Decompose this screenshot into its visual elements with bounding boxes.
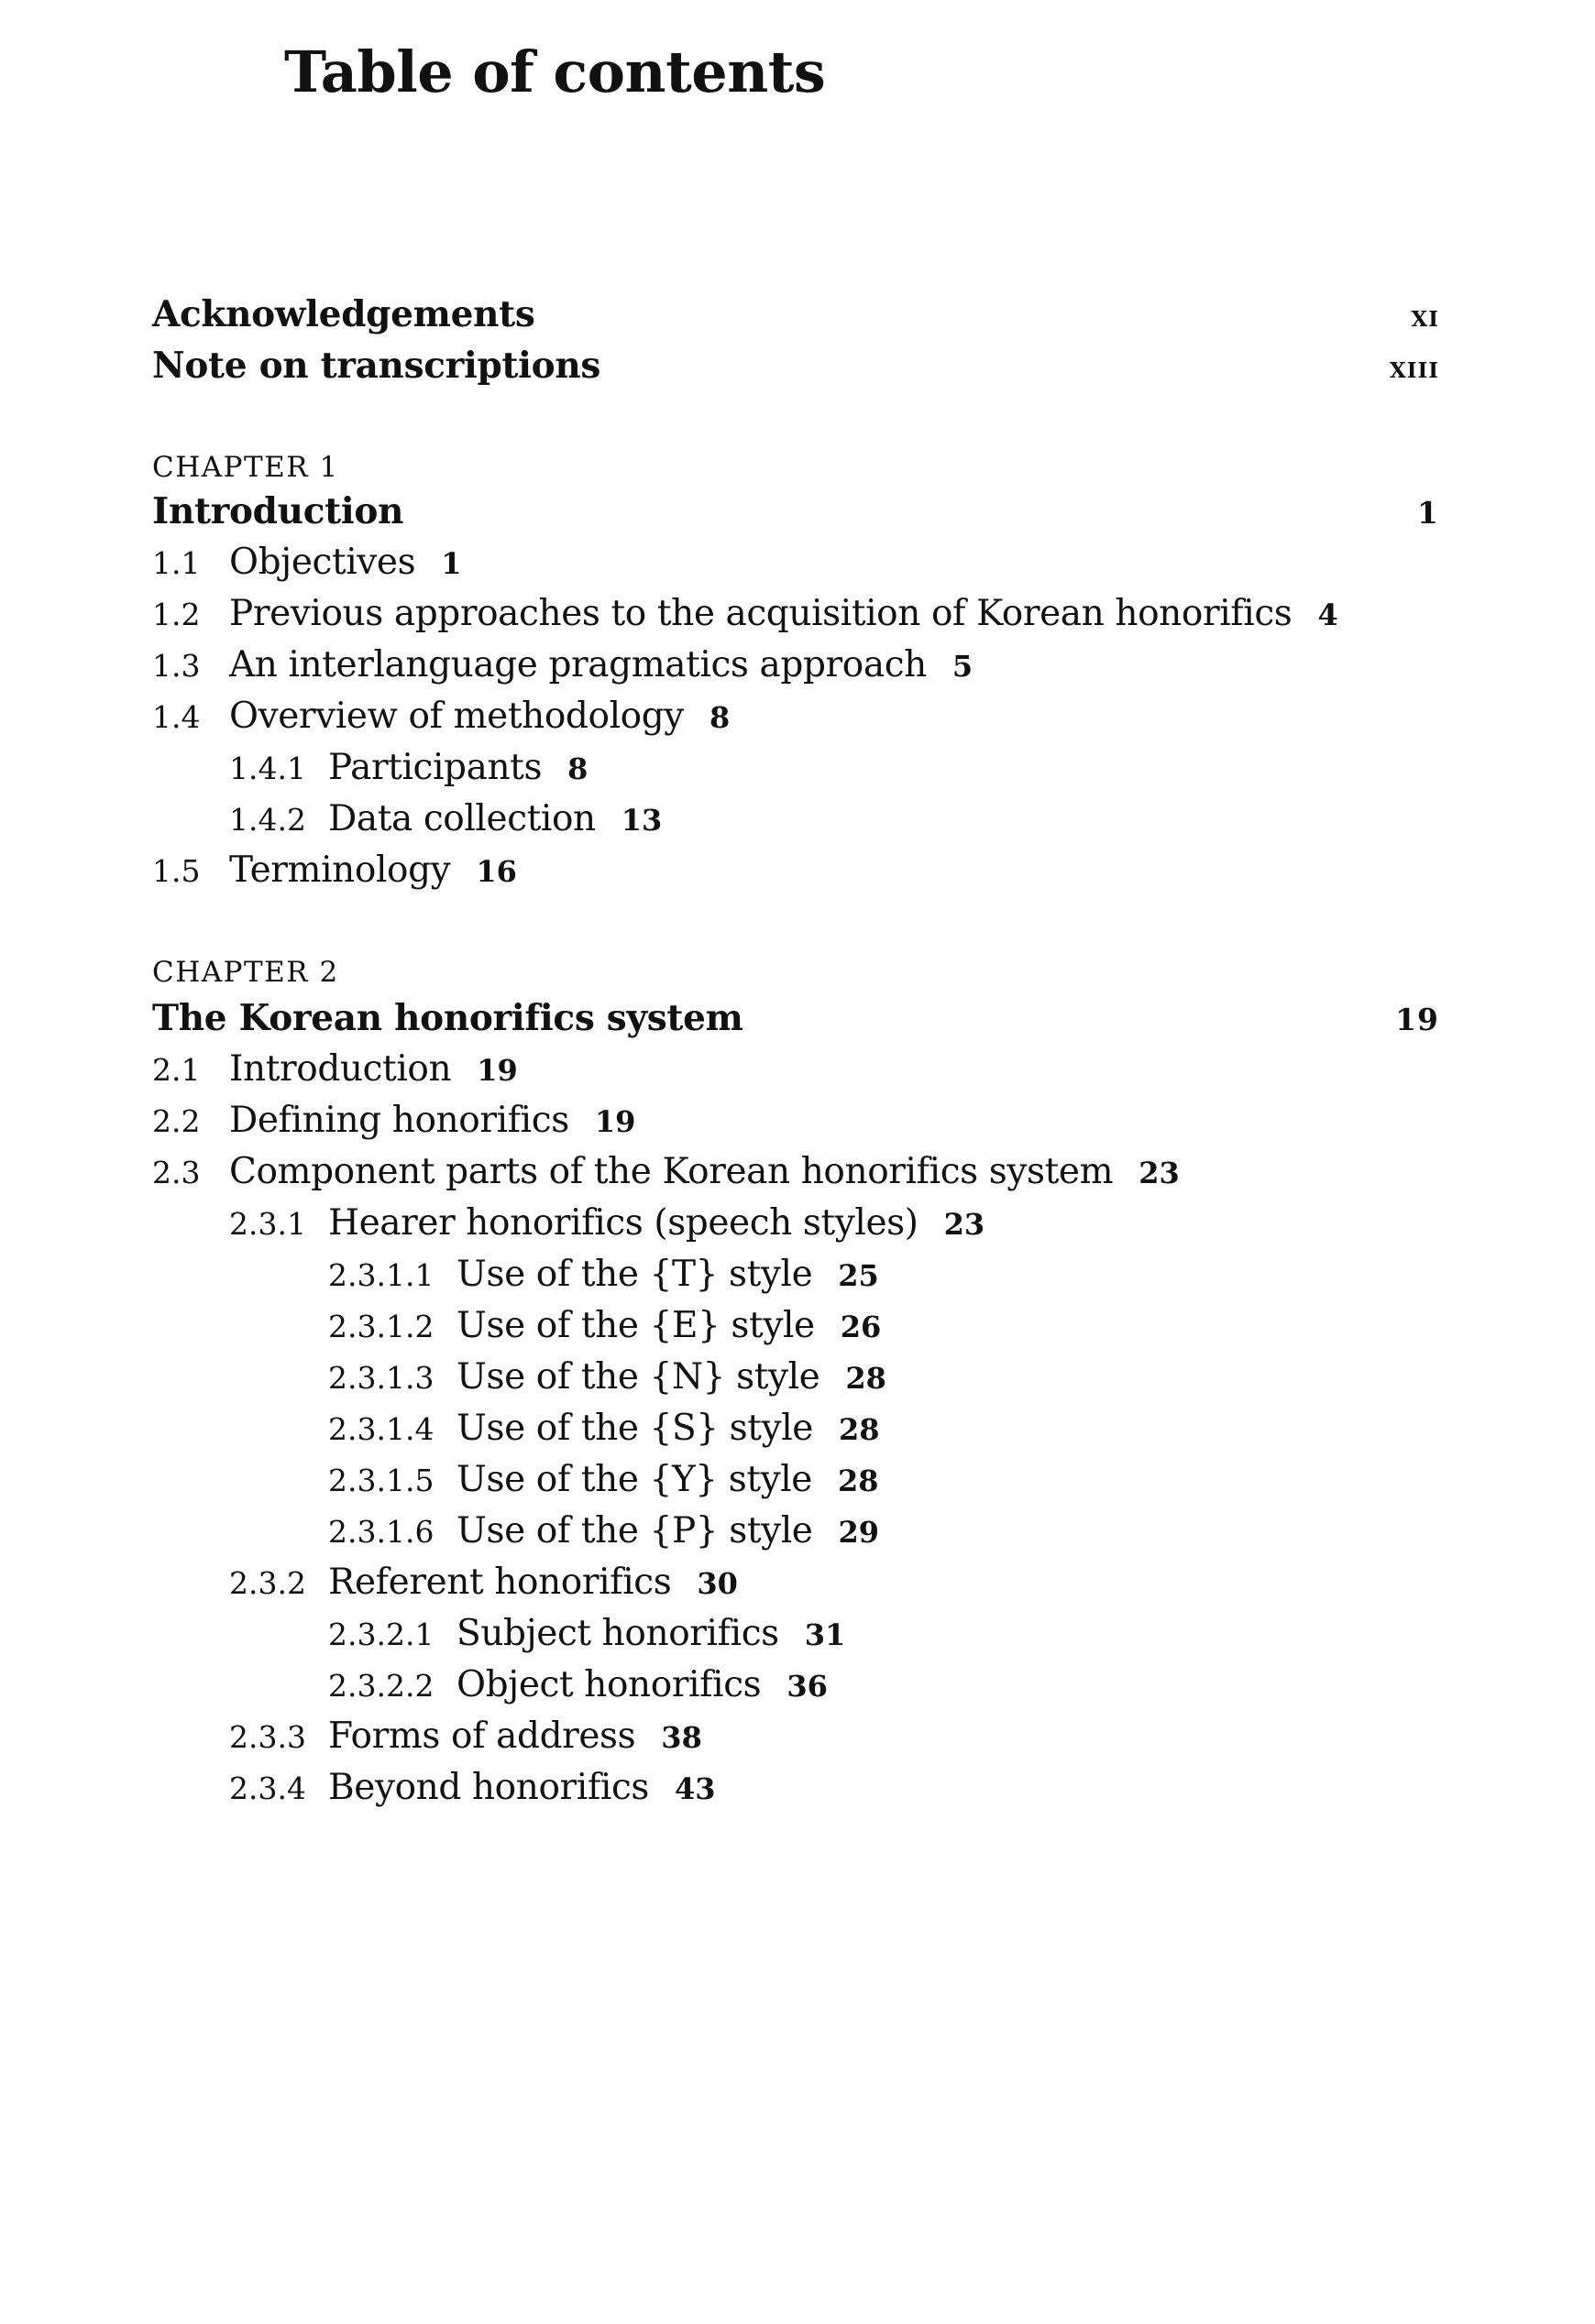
chapter-title: Introduction [152, 490, 404, 532]
section-title: Use of the {N} style [456, 1356, 820, 1398]
section-number: 1.2 [152, 597, 201, 632]
section-title: Forms of address [328, 1716, 636, 1757]
chapter-label: CHAPTER 1 [152, 451, 339, 484]
section-page: 13 [621, 803, 663, 838]
section-page: 16 [476, 854, 517, 889]
section-page: 31 [804, 1617, 846, 1652]
section-title: Referent honorifics [328, 1562, 672, 1603]
section-page: 8 [709, 700, 731, 735]
section-number: 2.3.1.1 [328, 1257, 434, 1293]
section-page: 4 [1317, 597, 1338, 632]
toc-entry-note-on-transcriptions[interactable] [152, 345, 1439, 396]
section-number: 1.4.2 [229, 802, 306, 838]
section-title: Data collection [328, 798, 596, 839]
section-title: Hearer honorifics (speech styles) [328, 1202, 918, 1244]
section-number: 1.1 [152, 545, 201, 581]
chapter-title: The Korean honorifics system [152, 997, 743, 1039]
toc-entry[interactable] [328, 1408, 1439, 1459]
section-title: Beyond honorifics [328, 1767, 650, 1808]
section-number: 2.3.1.2 [328, 1309, 434, 1344]
entry-page: xi [1411, 298, 1439, 334]
section-number: 2.3.1.6 [328, 1514, 434, 1550]
section-number: 2.1 [152, 1052, 201, 1088]
section-page: 36 [786, 1669, 828, 1704]
entry-page: xiii [1389, 349, 1439, 385]
section-title: Defining honorifics [229, 1100, 569, 1141]
toc-entry[interactable] [152, 593, 1439, 644]
section-number: 2.3.3 [229, 1719, 306, 1755]
toc-entry[interactable] [229, 1202, 1439, 1254]
section-title: Terminology [229, 850, 451, 891]
section-title: Use of the {T} style [456, 1254, 813, 1295]
toc-entry[interactable] [328, 1356, 1439, 1408]
section-number: 1.5 [152, 853, 201, 889]
toc-entry[interactable] [328, 1613, 1439, 1664]
section-title: Overview of methodology [229, 696, 684, 737]
section-page: 28 [845, 1361, 886, 1396]
section-number: 2.2 [152, 1103, 201, 1139]
chapter-page: 1 [1417, 495, 1439, 531]
section-page: 23 [1138, 1156, 1180, 1190]
toc-entry[interactable] [328, 1459, 1439, 1510]
section-title: Component parts of the Korean honorifics system [229, 1151, 1114, 1192]
toc-entry[interactable] [152, 644, 1439, 696]
toc-entry[interactable] [152, 1048, 1439, 1100]
section-number: 2.3.1.3 [328, 1360, 434, 1396]
section-page: 29 [838, 1515, 880, 1550]
section-number: 2.3.2.1 [328, 1617, 434, 1652]
section-page: 19 [477, 1053, 518, 1088]
section-page: 43 [675, 1771, 716, 1806]
section-number: 2.3.1.5 [328, 1463, 434, 1498]
toc-entry[interactable] [328, 1254, 1439, 1305]
section-title: Introduction [229, 1048, 452, 1090]
section-title: Object honorifics [456, 1664, 762, 1705]
section-page: 28 [837, 1463, 879, 1498]
section-page: 38 [661, 1720, 702, 1755]
toc-entry-acknowledgements[interactable] [152, 293, 1439, 345]
section-page: 26 [840, 1310, 882, 1344]
toc-entry[interactable] [229, 1562, 1439, 1613]
toc-entry[interactable] [152, 696, 1439, 747]
section-number: 2.3.2 [229, 1565, 306, 1601]
section-page: 8 [567, 751, 588, 786]
section-title: Objectives [229, 542, 416, 583]
toc-entry[interactable] [152, 542, 1439, 593]
entry-label: Acknowledgements [152, 293, 535, 335]
section-number: 2.3.1.4 [328, 1411, 434, 1447]
toc-entry[interactable] [229, 798, 1439, 850]
chapter-label: CHAPTER 2 [152, 956, 339, 989]
section-title: An interlanguage pragmatics approach [229, 644, 927, 685]
section-title: Use of the {S} style [456, 1408, 813, 1449]
section-title: Previous approaches to the acquisition of Korean honorifics [229, 593, 1292, 634]
section-page: 5 [952, 649, 974, 684]
section-number: 2.3.2.2 [328, 1668, 434, 1704]
section-number: 2.3.4 [229, 1770, 306, 1806]
toc-entry[interactable] [152, 1151, 1439, 1202]
section-number: 2.3.1 [229, 1206, 306, 1242]
section-page: 23 [943, 1207, 985, 1242]
section-title: Participants [328, 747, 543, 788]
section-number: 1.4 [152, 699, 201, 735]
section-number: 2.3 [152, 1155, 201, 1190]
toc-entry[interactable] [229, 1716, 1439, 1767]
toc-chapter-1-title[interactable] [152, 490, 1439, 542]
toc-entry[interactable] [328, 1510, 1439, 1562]
section-number: 1.3 [152, 648, 201, 684]
section-title: Use of the {Y} style [456, 1459, 812, 1500]
section-page: 1 [441, 546, 462, 581]
toc-entry[interactable] [152, 1100, 1439, 1151]
section-title: Use of the {E} style [456, 1305, 815, 1346]
toc-entry[interactable] [229, 747, 1439, 798]
section-number: 1.4.1 [229, 751, 306, 786]
chapter-page: 19 [1395, 1002, 1439, 1037]
section-page: 25 [838, 1258, 879, 1293]
toc-entry[interactable] [152, 850, 1439, 901]
section-title: Use of the {P} style [456, 1510, 813, 1551]
toc-entry[interactable] [229, 1767, 1439, 1818]
entry-label: Note on transcriptions [152, 345, 601, 387]
section-page: 19 [594, 1104, 636, 1139]
page-title: Table of contents [284, 38, 826, 105]
toc-entry[interactable] [328, 1664, 1439, 1716]
section-page: 28 [838, 1412, 880, 1447]
section-title: Subject honorifics [456, 1613, 779, 1654]
toc-chapter-2-title[interactable] [152, 997, 1439, 1048]
section-page: 30 [697, 1566, 738, 1601]
toc-entry[interactable] [328, 1305, 1439, 1356]
